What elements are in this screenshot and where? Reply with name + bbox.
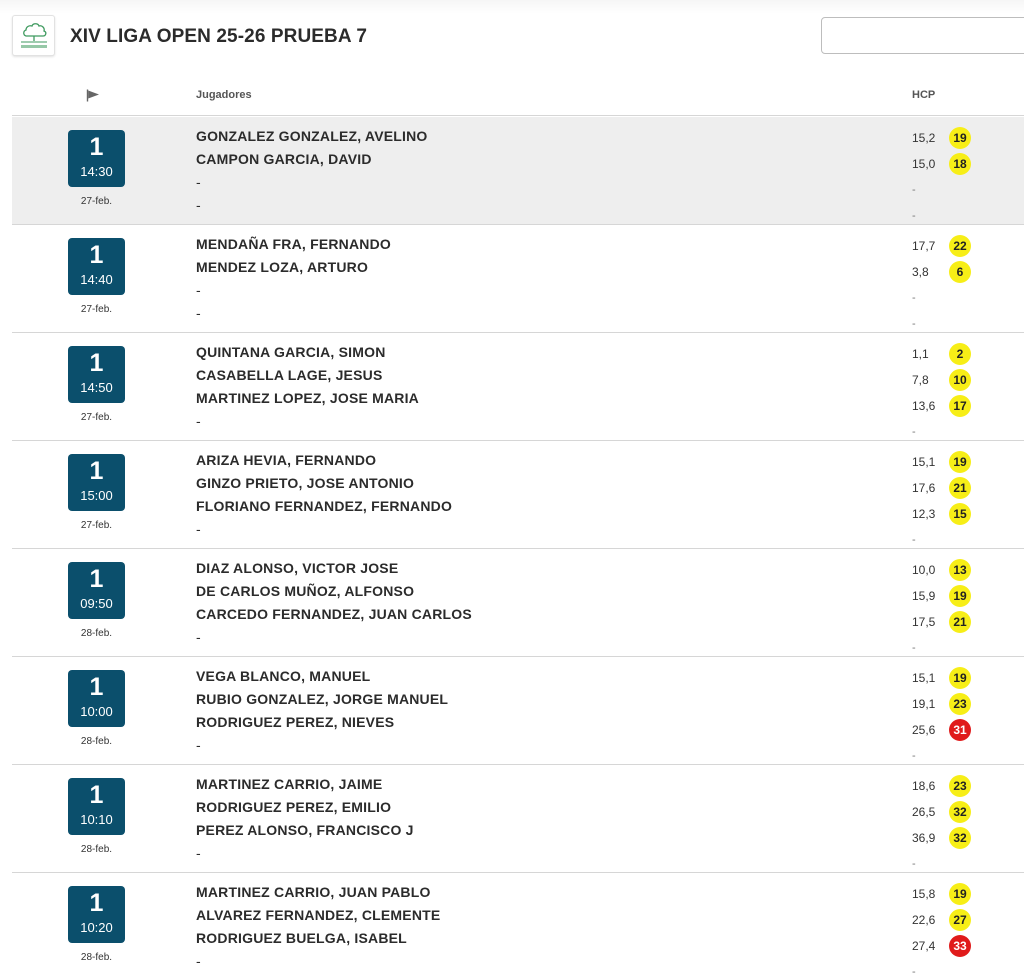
player-list — [196, 559, 472, 651]
column-header-hcp: HCP — [912, 89, 936, 101]
flag-icon — [86, 89, 100, 102]
playing-hcp-badge: 19 — [949, 451, 971, 473]
player-name: MARTINEZ CARRIO, JAIME — [196, 776, 383, 792]
playing-hcp-badge: 19 — [949, 585, 971, 607]
player-name: RUBIO GONZALEZ, JORGE MANUEL — [196, 691, 449, 707]
hcp-list — [912, 773, 971, 877]
hcp-list — [912, 125, 971, 229]
table-row[interactable] — [12, 117, 1024, 225]
tee-hole: 1 — [89, 133, 104, 161]
playing-hcp-badge: 19 — [949, 883, 971, 905]
tee-date: 27-feb. — [80, 520, 113, 531]
hcp-value: 17,6 — [912, 481, 936, 495]
tee-badge — [68, 778, 125, 835]
hcp-value: 15,1 — [912, 671, 936, 685]
playing-hcp-badge: 15 — [949, 503, 971, 525]
hcp-value: 12,3 — [912, 507, 936, 521]
tee-time: 10:10 — [80, 812, 113, 827]
hcp-value: 18,6 — [912, 779, 936, 793]
hcp-value: - — [912, 210, 916, 222]
player-name: - — [196, 953, 201, 969]
player-name: - — [196, 629, 201, 645]
tee-date: 27-feb. — [80, 196, 113, 207]
hcp-list — [912, 881, 971, 973]
page-title: XIV LIGA OPEN 25-26 PRUEBA 7 — [70, 26, 368, 47]
playing-hcp-badge: 10 — [949, 369, 971, 391]
tee-time: 10:20 — [80, 920, 113, 935]
player-list — [196, 667, 448, 759]
hcp-value: 36,9 — [912, 831, 936, 845]
player-name: - — [196, 845, 201, 861]
player-name: GINZO PRIETO, JOSE ANTONIO — [196, 475, 415, 491]
hcp-list — [912, 233, 971, 337]
tee-time: 14:40 — [80, 272, 113, 287]
hcp-value: 15,1 — [912, 455, 936, 469]
tee-hole: 1 — [89, 457, 104, 485]
hcp-value: - — [912, 750, 916, 762]
playing-hcp-badge: 27 — [949, 909, 971, 931]
playing-hcp-badge: 2 — [949, 343, 971, 365]
hcp-list — [912, 557, 971, 661]
player-name: - — [196, 521, 201, 537]
player-name: DE CARLOS MUÑOZ, ALFONSO — [196, 583, 415, 599]
player-name: ALVAREZ FERNANDEZ, CLEMENTE — [196, 907, 441, 923]
tee-date: 28-feb. — [80, 628, 113, 639]
playing-hcp-badge: 19 — [949, 667, 971, 689]
playing-hcp-badge: 13 — [949, 559, 971, 581]
player-name: - — [196, 737, 201, 753]
tee-badge — [68, 346, 125, 403]
tee-time: 14:30 — [80, 164, 113, 179]
player-name: - — [196, 305, 201, 321]
hcp-value: 7,8 — [912, 373, 929, 387]
player-list — [196, 451, 452, 543]
column-header-players: Jugadores — [196, 89, 252, 101]
player-list — [196, 235, 391, 327]
player-name: ARIZA HEVIA, FERNANDO — [196, 452, 377, 468]
playing-hcp-badge: 18 — [949, 153, 971, 175]
player-list — [196, 127, 428, 219]
player-list — [196, 775, 414, 867]
player-name: CAMPON GARCIA, DAVID — [196, 151, 372, 167]
page-header — [0, 0, 1024, 78]
hcp-value: - — [912, 966, 916, 973]
player-name: RODRIGUEZ BUELGA, ISABEL — [196, 930, 407, 946]
hcp-value: 1,1 — [912, 347, 929, 361]
tee-badge — [68, 670, 125, 727]
tee-date: 28-feb. — [80, 952, 113, 963]
hcp-value: 15,8 — [912, 887, 936, 901]
player-name: - — [196, 413, 201, 429]
table-row[interactable] — [12, 549, 1024, 657]
playing-hcp-badge: 32 — [949, 827, 971, 849]
playing-hcp-badge: 23 — [949, 693, 971, 715]
playing-hcp-badge: 21 — [949, 611, 971, 633]
playing-hcp-badge: 6 — [949, 261, 971, 283]
hcp-value: - — [912, 426, 916, 438]
tee-date: 28-feb. — [80, 844, 113, 855]
hcp-value: 3,8 — [912, 265, 929, 279]
tee-time: 10:00 — [80, 704, 113, 719]
tee-hole: 1 — [89, 673, 104, 701]
player-name: - — [196, 197, 201, 213]
table-row[interactable] — [12, 441, 1024, 549]
tee-hole: 1 — [89, 889, 104, 917]
table-row[interactable] — [12, 333, 1024, 441]
player-name: - — [196, 282, 201, 298]
search-input[interactable] — [821, 17, 1024, 54]
player-list — [196, 343, 419, 435]
hcp-value: - — [912, 292, 916, 304]
player-name: - — [196, 174, 201, 190]
hcp-value: 15,9 — [912, 589, 936, 603]
player-name: MENDAÑA FRA, FERNANDO — [196, 236, 392, 252]
table-row[interactable] — [12, 873, 1024, 973]
club-logo[interactable] — [12, 15, 55, 56]
hcp-value: 17,7 — [912, 239, 936, 253]
player-name: PEREZ ALONSO, FRANCISCO J — [196, 822, 414, 838]
hcp-value: - — [912, 184, 916, 196]
player-name: GONZALEZ GONZALEZ, AVELINO — [196, 128, 428, 144]
hcp-value: - — [912, 534, 916, 546]
player-name: RODRIGUEZ PEREZ, NIEVES — [196, 714, 395, 730]
playing-hcp-badge: 33 — [949, 935, 971, 957]
tee-times-list — [12, 117, 1024, 973]
tee-date: 27-feb. — [80, 304, 113, 315]
hcp-value: 15,0 — [912, 157, 936, 171]
tree-logo-icon — [17, 20, 51, 52]
player-name: RODRIGUEZ PEREZ, EMILIO — [196, 799, 392, 815]
hcp-value: - — [912, 642, 916, 654]
tee-date: 28-feb. — [80, 736, 113, 747]
playing-hcp-badge: 19 — [949, 127, 971, 149]
player-name: FLORIANO FERNANDEZ, FERNANDO — [196, 498, 453, 514]
hcp-value: - — [912, 858, 916, 870]
hcp-list — [912, 341, 971, 445]
hcp-value: 25,6 — [912, 723, 936, 737]
hcp-value: 13,6 — [912, 399, 936, 413]
hcp-value: 10,0 — [912, 563, 936, 577]
playing-hcp-badge: 32 — [949, 801, 971, 823]
playing-hcp-badge: 23 — [949, 775, 971, 797]
playing-hcp-badge: 21 — [949, 477, 971, 499]
player-name: MARTINEZ CARRIO, JUAN PABLO — [196, 884, 431, 900]
table-header — [12, 78, 1024, 116]
playing-hcp-badge: 31 — [949, 719, 971, 741]
tee-hole: 1 — [89, 241, 104, 269]
tee-hole: 1 — [89, 781, 104, 809]
player-name: CASABELLA LAGE, JESUS — [196, 367, 383, 383]
player-name: MENDEZ LOZA, ARTURO — [196, 259, 369, 275]
hcp-value: 22,6 — [912, 913, 936, 927]
hcp-value: 19,1 — [912, 697, 936, 711]
tee-badge — [68, 454, 125, 511]
tee-time: 09:50 — [80, 596, 113, 611]
hcp-value: 15,2 — [912, 131, 936, 145]
playing-hcp-badge: 17 — [949, 395, 971, 417]
playing-hcp-badge: 22 — [949, 235, 971, 257]
player-name: VEGA BLANCO, MANUEL — [196, 668, 371, 684]
player-name: DIAZ ALONSO, VICTOR JOSE — [196, 560, 399, 576]
tee-time: 15:00 — [80, 488, 113, 503]
table-row[interactable] — [12, 765, 1024, 873]
hcp-value: 26,5 — [912, 805, 936, 819]
tee-badge — [68, 886, 125, 943]
tee-hole: 1 — [89, 565, 104, 593]
player-name: CARCEDO FERNANDEZ, JUAN CARLOS — [196, 606, 472, 622]
tee-time: 14:50 — [80, 380, 113, 395]
hcp-value: 27,4 — [912, 939, 936, 953]
player-list — [196, 883, 440, 973]
hcp-value: 17,5 — [912, 615, 936, 629]
hcp-value: - — [912, 318, 916, 330]
tee-hole: 1 — [89, 349, 104, 377]
player-name: QUINTANA GARCIA, SIMON — [196, 344, 386, 360]
table-row[interactable] — [12, 657, 1024, 765]
player-name: MARTINEZ LOPEZ, JOSE MARIA — [196, 390, 419, 406]
tee-badge — [68, 238, 125, 295]
tee-badge — [68, 130, 125, 187]
hcp-list — [912, 449, 971, 553]
hcp-list — [912, 665, 971, 769]
table-row[interactable] — [12, 225, 1024, 333]
tee-badge — [68, 562, 125, 619]
tee-date: 27-feb. — [80, 412, 113, 423]
